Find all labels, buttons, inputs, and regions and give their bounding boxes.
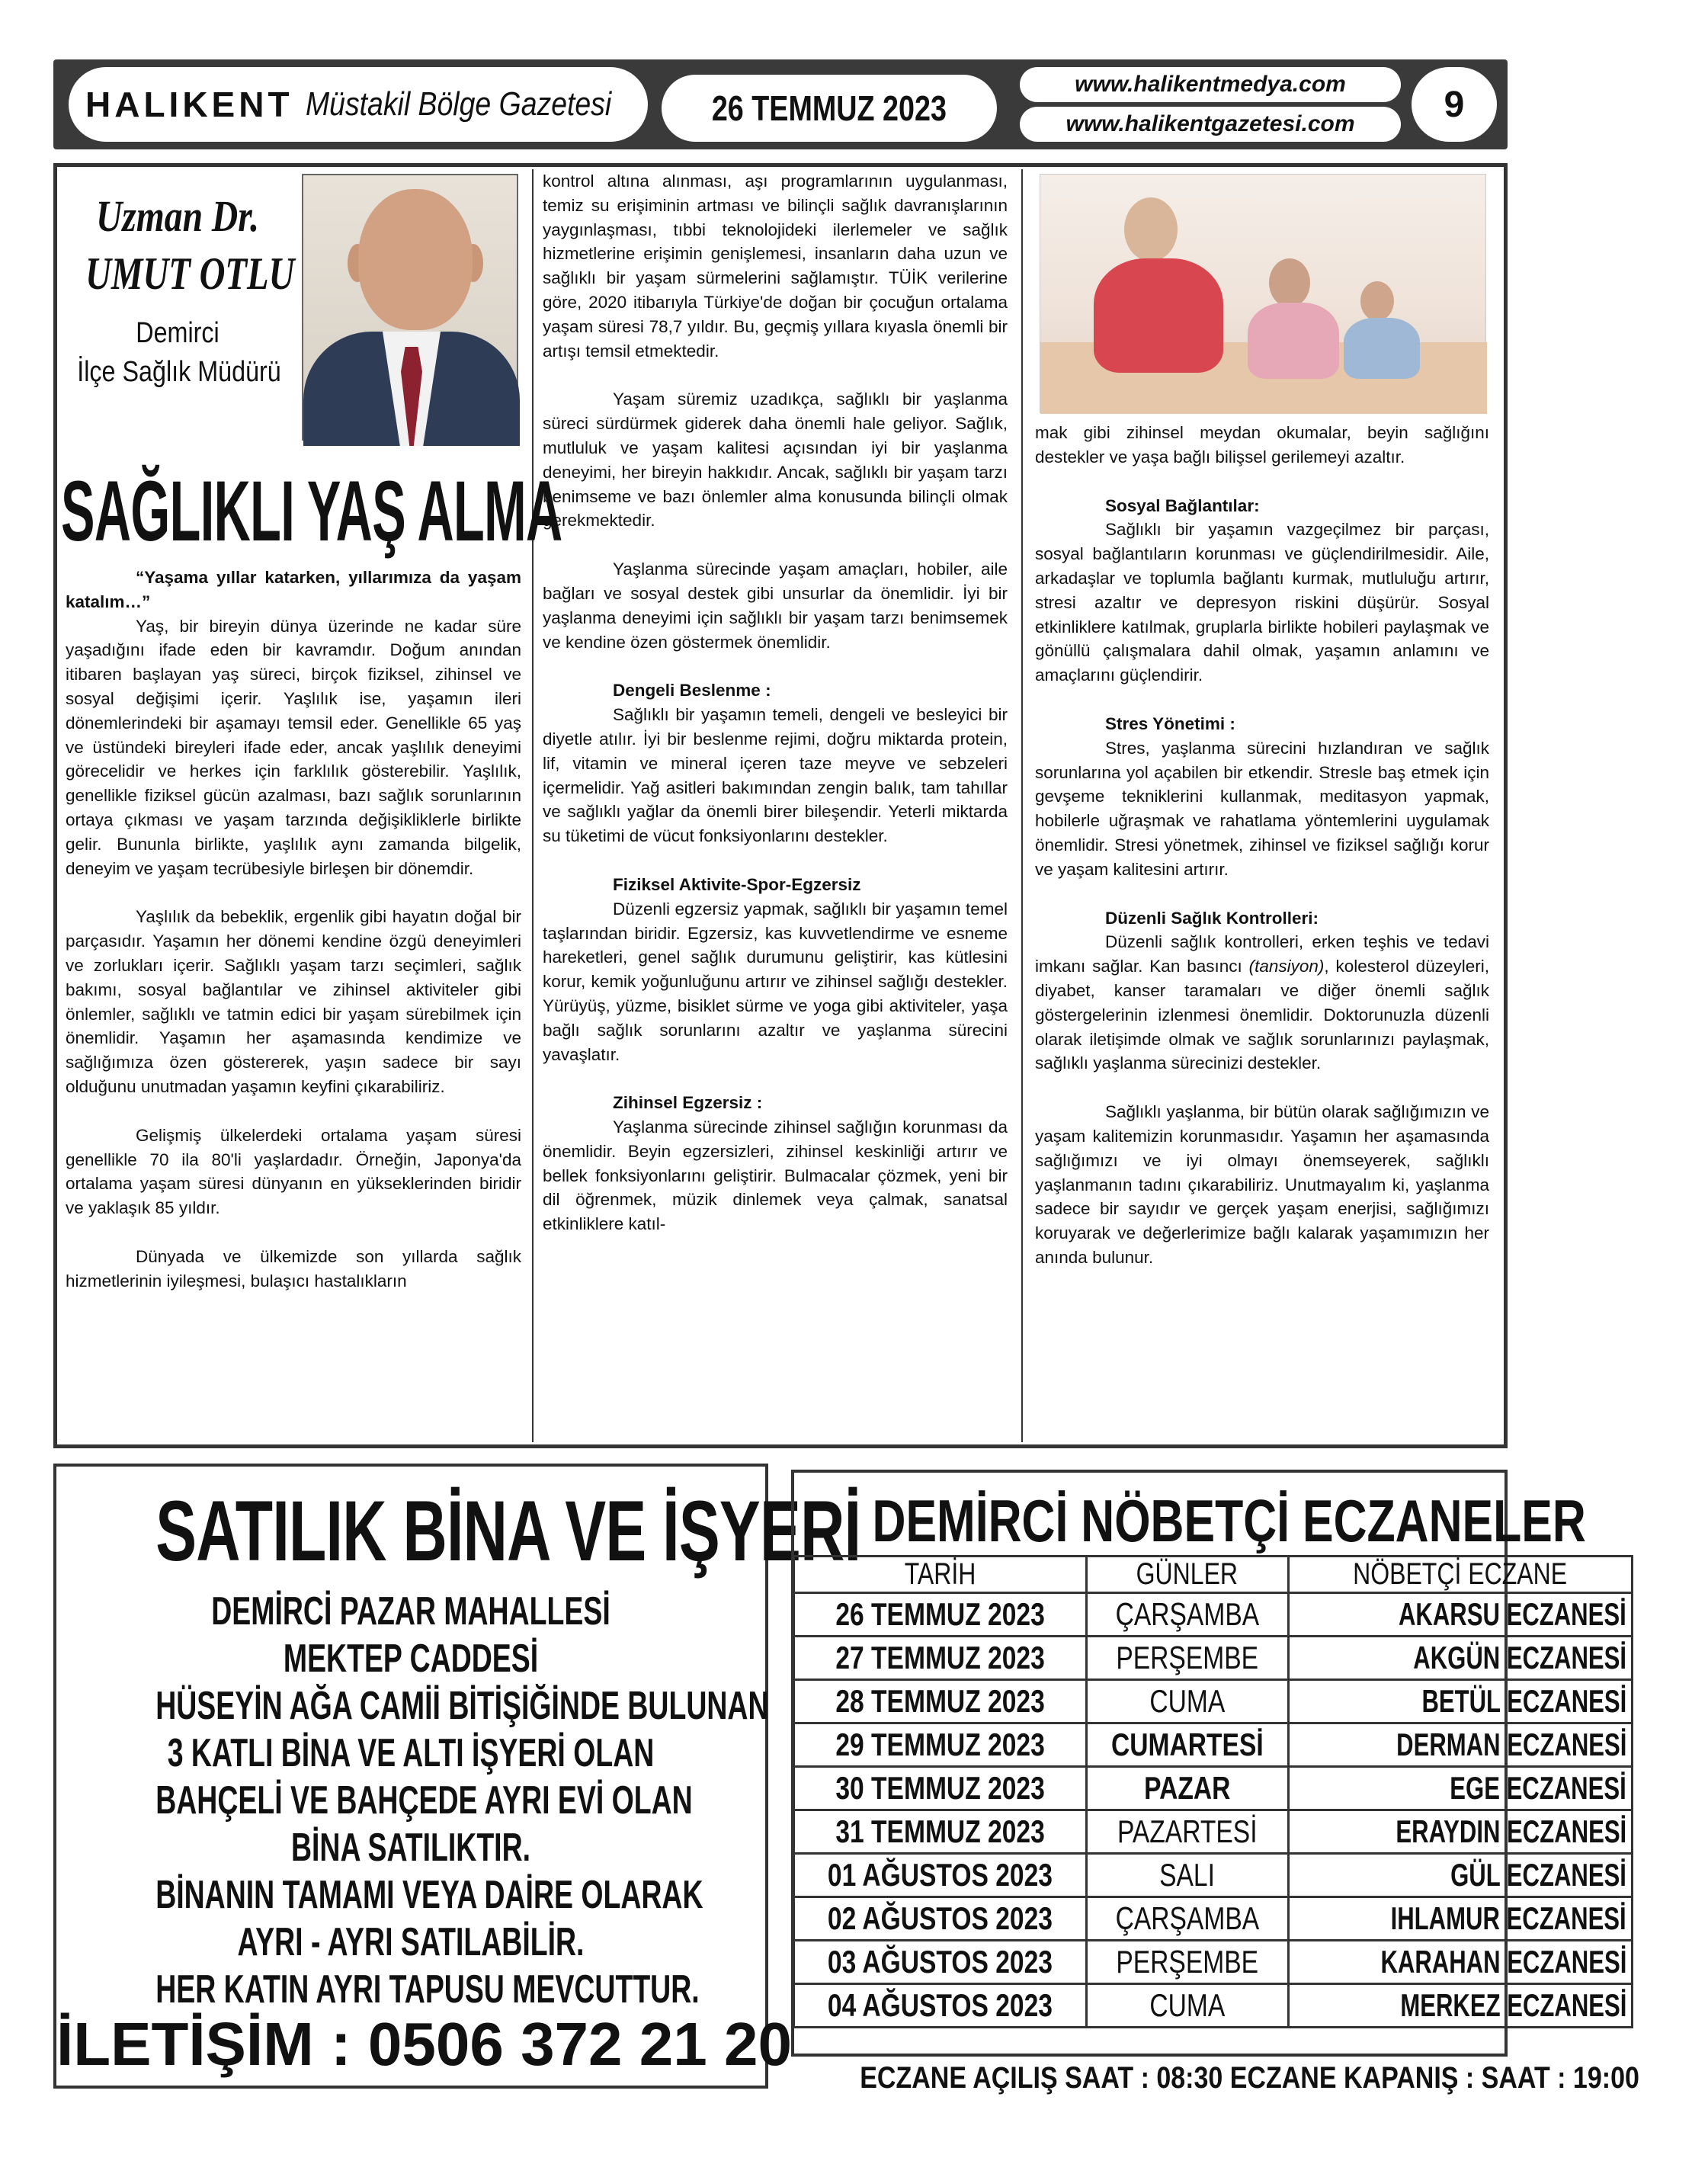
newspaper-name: HALIKENT [85, 85, 293, 124]
sale-ad-title: SATILIK BİNA VE İŞYERİ [155, 1483, 861, 1579]
table-row [794, 1680, 1633, 1723]
duty-date: 01 AĞUSTOS 2023 [794, 1854, 1087, 1897]
table-row [794, 1897, 1633, 1941]
section-heading: Düzenli Sağlık Kontrolleri: [1105, 908, 1319, 928]
column-divider [1021, 169, 1023, 1442]
pharmacy-name: KARAHAN ECZANESİ [1288, 1941, 1632, 1984]
paragraph: Yaş, bir bireyin dünya üzerinde ne kadar süre yaşadığını ifade eden bir kavramdır. Doğum anından itibaren başlayan yaş süreci, birçok fiziksel, zihinsel ve sosyal değişimi içerir. Yaşlılık ise, yaşamın ileri dönemlerindeki bir aşamayı temsil eder. Genellikle 65 yaş ve üstündeki bireyleri ifade eder, ancak yaşlılık deneyimi görecelidir ve herkes için farklılık gösterebilir. Yaşlılık, genellikle fiziksel gücün azalması, bazı sağlık sorunlarının ortaya çıkması ve yaşam tarzında değişikliklerle birlikte gelir. Bununla birlikte, yaşlılık aynı zamanda bilgelik, deneyim ve yaşam tecrübesiyle birleşen bir dönemdir. [66, 616, 521, 878]
newspaper-subtitle: Müstakil Bölge Gazetesi [305, 85, 611, 123]
paragraph: Sağlıklı yaşlanma, bir bütün olarak sağlığımızın ve yaşam kalitemizin korunmasıdır. Yaşamın her aşamasında sağlığımızı ve iyi olmayı önemseyerek, sağlıklı yaşlanmanın tadını çıkarabiliriz. Unutmayalım ki, yaşlanma sadece bir sayıdır ve gerçek yaşam enerjisi, sağlığımızı koruyarak ve değerlerimize bağlı kalarak yaşamımızın her anında bulunur. [1035, 1102, 1489, 1267]
author-role: İlçe Sağlık Müdürü [77, 356, 281, 388]
paragraph: Düzenli egzersiz yapmak, sağlıklı bir yaşamın temel taşlarından biridir. Egzersiz, kas kuvvetlendirme ve esneme hareketleri, genel sağlık durumunu geliştirir, kas kütlesini korur, kemik yoğunluğunu artırır ve zihinsel sağlığı destekler. Yürüyüş, yüzme, bisiklet sürme ve yoga gibi aktiviteler, yaşa bağlı sağlık sorunlarını azaltır ve yaşlanma sürecini yavaşlatır. [543, 899, 1008, 1064]
duty-day: PERŞEMBE [1086, 1637, 1288, 1680]
website-link-1[interactable]: www.halikentmedya.com [1020, 67, 1401, 102]
duty-date: 27 TEMMUZ 2023 [794, 1637, 1087, 1680]
section-heading: Dengeli Beslenme : [613, 681, 771, 701]
paragraph: Gelişmiş ülkelerdeki ortalama yaşam süresi genellikle 70 ila 80'li yaşlardadır. Örneğin, Japonya'da ortalama yaşam süresi dünyanın en yükseklerinden biridir ve yaklaşık 85 yıldır. [66, 1125, 521, 1218]
issue-date: 26 TEMMUZ 2023 [662, 75, 997, 142]
pharmacy-name: GÜL ECZANESİ [1288, 1854, 1632, 1897]
author-place: Demirci [136, 317, 220, 349]
duty-date: 04 AĞUSTOS 2023 [794, 1984, 1087, 2028]
table-row [794, 1637, 1633, 1680]
column-header: TARİH [794, 1557, 1087, 1593]
article-column-1 [66, 566, 521, 1294]
duty-date: 26 TEMMUZ 2023 [794, 1593, 1087, 1637]
pharmacy-title: DEMİRCİ NÖBETÇİ ECZANELER [872, 1487, 1586, 1554]
duty-day: SALI [1086, 1854, 1288, 1897]
sale-ad-line: BAHÇELİ VE BAHÇEDE AYRI EVİ OLAN [155, 1778, 693, 1823]
paragraph: kontrol altına alınması, aşı programlarının uygulanması, temiz su erişiminin artması ve bilinçli sağlık davranışlarının yaygınlaşması, tıbbi teknolojideki ilerlemeler ve sağlık hizmetlerine erişimin genişlemesi, insanların daha uzun ve sağlıklı bir yaşam sürmelerini sağlamıştır. TÜİK verilerine göre, 2020 itibarıyla Türkiye'de doğan bir çocuğun ortalama yaşam süresi 78,7 yıldır. Bu, geçmiş yıllara kıyasla önemli bir artışı temsil etmektedir. [543, 172, 1008, 361]
duty-date: 29 TEMMUZ 2023 [794, 1723, 1087, 1767]
sale-ad-line: MEKTEP CADDESİ [283, 1637, 539, 1681]
sale-ad-line: BİNA SATILIKTIR. [290, 1826, 531, 1870]
paragraph: Sağlıklı bir yaşamın vazgeçilmez bir parçası, sosyal bağlantıların korunması ve güçlendirilmesidir. Aile, arkadaşlar ve toplumla bağlantı kurmak, mutluluğu artırır, stresi azaltır ve depresyon riskini düşürür. Sosyal etkinliklere katılmak, gruplarla birlikte hobileri paylaşmak ve gönüllü çalışmalara dahil olmak, yaşamın anlamını ve amaçlarını güçlendirir. [1035, 520, 1489, 685]
table-header-row [794, 1557, 1633, 1593]
sale-ad-line: DEMİRCİ PAZAR MAHALLESİ [211, 1589, 610, 1634]
author-block [59, 191, 296, 389]
duty-day: CUMA [1086, 1984, 1288, 2028]
sale-ad-line: 3 KATLI BİNA VE ALTI İŞYERİ OLAN [167, 1731, 655, 1775]
duty-day: ÇARŞAMBA [1086, 1593, 1288, 1637]
table-row [794, 1941, 1633, 1984]
duty-date: 31 TEMMUZ 2023 [794, 1810, 1087, 1854]
pharmacy-name: EGE ECZANESİ [1288, 1767, 1632, 1810]
sale-ad-line: HER KATIN AYRI TAPUSU MEVCUTTUR. [155, 1967, 700, 2012]
paragraph: Dünyada ve ülkemizde son yıllarda sağlık hizmetlerinin iyileşmesi, bulaşıcı hastalıkların [66, 1246, 521, 1291]
section-heading: Fiziksel Aktivite-Spor-Egzersiz [613, 874, 861, 894]
sale-ad-line: BİNANIN TAMAMI VEYA DAİRE OLARAK [155, 1873, 703, 1917]
paragraph: Düzenli sağlık kontrolleri, erken teşhis ve tedavi imkanı sağlar. Kan basıncı (tansiyon), kolesterol düzeyleri, diyabet, kanser taramaları ve diğer önemli sağlık göstergelerinin izlenmesi önemlidir. Doktorunuzla düzenli olarak iletişimde olmak ve sağlık sorunlarınızı paylaşmak, sağlıklı yaşlanma sürecinizi destekler. [1035, 932, 1489, 1073]
page-number: 9 [1412, 67, 1497, 142]
article-column-3 [1035, 421, 1489, 1270]
table-row [794, 1984, 1633, 2028]
column-header: NÖBETÇİ ECZANE [1288, 1557, 1632, 1593]
paragraph: Stres, yaşlanma sürecini hızlandıran ve sağlık sorunlarına yol açabilen bir etkendir. Stresle baş etmek için gevşeme tekniklerini kullanmak, meditasyon yapmak, hobilerle uğraşmak ve rahatlama yöntemlerini uygulamak önemlidir. Stresi yönetmek, zihinsel ve fiziksel sağlığı korur ve yaşam kalitesini artırır. [1035, 738, 1489, 879]
yoga-seniors-photo [1040, 174, 1486, 413]
duty-day: PAZAR [1086, 1767, 1288, 1810]
table-row [794, 1810, 1633, 1854]
duty-day: ÇARŞAMBA [1086, 1897, 1288, 1941]
duty-date: 30 TEMMUZ 2023 [794, 1767, 1087, 1810]
sale-ad-line: HÜSEYİN AĞA CAMİİ BİTİŞİĞİNDE BULUNAN [155, 1684, 769, 1728]
duty-day: CUMARTESİ [1086, 1723, 1288, 1767]
column-divider [532, 169, 534, 1442]
section-heading: Sosyal Bağlantılar: [1105, 495, 1260, 515]
column-header: GÜNLER [1086, 1557, 1288, 1593]
section-heading: Stres Yönetimi : [1105, 713, 1235, 733]
duty-day: CUMA [1086, 1680, 1288, 1723]
duty-date: 02 AĞUSTOS 2023 [794, 1897, 1087, 1941]
duty-day: PERŞEMBE [1086, 1941, 1288, 1984]
sale-advertisement [53, 1464, 861, 2089]
pharmacy-name: AKGÜN ECZANESİ [1288, 1637, 1632, 1680]
pharmacy-hours: ECZANE AÇILIŞ SAAT : 08:30 ECZANE KAPANIŞ : SAAT : 19:00 [860, 2061, 1639, 2095]
table-row [794, 1723, 1633, 1767]
paragraph: Yaşam süremiz uzadıkça, sağlıklı bir yaşlanma süreci sürdürmek giderek daha önemli hale geliyor. Sağlık, mutluluk ve yaşam kalitesi açısından iyi bir yaşlanma deneyimi, her bireyin hakkıdır. Ancak, sağlıklı bir yaşam tarzı benimseme ve bazı önlemler alma konusunda bilinçli olmak gerekmektedir. [543, 390, 1008, 531]
section-heading: Zihinsel Egzersiz : [613, 1093, 763, 1113]
pharmacy-name: BETÜL ECZANESİ [1288, 1680, 1632, 1723]
article-quote: “Yaşama yıllar katarken, yıllarımıza da yaşam katalım…” [66, 568, 521, 611]
pharmacy-table [793, 1555, 1633, 2028]
sale-ad-contact: İLETİŞİM : 0506 372 21 20 [56, 2010, 792, 2078]
masthead-brand [69, 67, 648, 142]
paragraph: Yaşlanma sürecinde zihinsel sağlığın korunması da önemlidir. Beyin egzersizleri, zihinsel keskinliği artırır ve bellek fonksiyonlarını geliştirir. Bulmacalar çözmek, yeni bir dil öğrenmek, müzik dinlemek veya çalmak, sanatsal etkinliklere katıl- [543, 1117, 1008, 1234]
author-name: UMUT OTLU [85, 248, 295, 299]
pharmacy-name: MERKEZ ECZANESİ [1288, 1984, 1632, 2028]
author-title: Uzman Dr. [95, 191, 260, 241]
author-photo [302, 174, 518, 441]
website-link-2[interactable]: www.halikentgazetesi.com [1020, 107, 1401, 142]
pharmacy-name: DERMAN ECZANESİ [1288, 1723, 1632, 1767]
duty-day: PAZARTESİ [1086, 1810, 1288, 1854]
paragraph: Yaşlılık da bebeklik, ergenlik gibi hayatın doğal bir parçasıdır. Yaşamın her dönemi kendine özgü deneyimleri ve zorlukları içerir. Sağlıklı yaşam tarzı seçimleri, sağlık bakımı, sosyal bağlantılar ve zihinsel aktiviteler gibi önlemler, sağlıklı ve tatmin edici bir yaşam sürebilmek için önemlidir. Yaşamın her aşamasında kendimize ve sağlığımıza özen göstererek, yaşın sadece bir sayı olduğunu unutmadan yaşamın keyfini çıkarabiliriz. [66, 907, 521, 1096]
pharmacy-name: AKARSU ECZANESİ [1288, 1593, 1632, 1637]
sale-ad-line: AYRI - AYRI SATILABİLİR. [237, 1920, 585, 1964]
article-column-2 [543, 169, 1008, 1236]
paragraph: mak gibi zihinsel meydan okumalar, beyin sağlığını destekler ve yaşa bağlı bilişsel gerilemeyi azaltır. [1035, 423, 1489, 467]
duty-date: 03 AĞUSTOS 2023 [794, 1941, 1087, 1984]
paragraph: Sağlıklı bir yaşamın temeli, dengeli ve besleyici bir diyetle atılır. İyi bir beslenme rejimi, doğru miktarda protein, lif, vitamin ve mineral içeren taze meyve ve sebzeleri içermelidir. Yağ asitleri bakımından zengin balık, tam tahıllar ve sağlıklı yağlar da önemli birer bileşendir. Yeterli miktarda su tüketimi de vücut fonksiyonlarını destekler. [543, 705, 1008, 846]
table-row [794, 1854, 1633, 1897]
pharmacy-name: ERAYDIN ECZANESİ [1288, 1810, 1632, 1854]
table-row [794, 1767, 1633, 1810]
table-row [794, 1593, 1633, 1637]
article-headline: SAĞLIKLI YAŞ ALMA [61, 463, 562, 559]
duty-date: 28 TEMMUZ 2023 [794, 1680, 1087, 1723]
paragraph: Yaşlanma sürecinde yaşam amaçları, hobiler, aile bağları ve sosyal destek gibi unsurlar da önemlidir. İyi bir yaşlanma deneyimi için sağlıklı bir yaşam tarzı benimsemek ve kendine özen göstermek önemlidir. [543, 559, 1008, 652]
pharmacy-name: IHLAMUR ECZANESİ [1288, 1897, 1632, 1941]
